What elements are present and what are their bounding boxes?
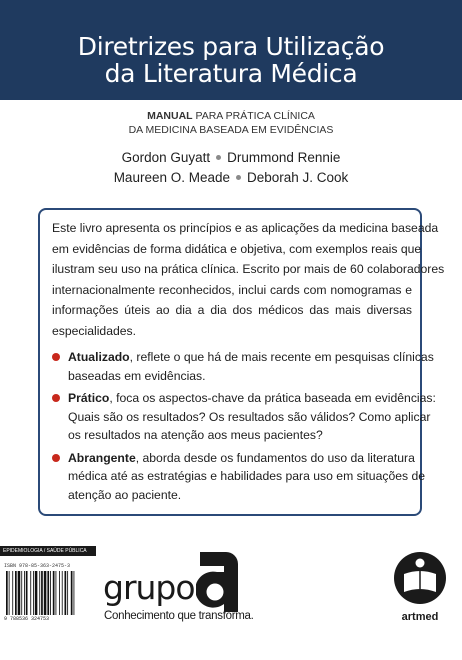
author-name: Gordon Guyatt: [121, 150, 211, 165]
barcode-bar: [33, 571, 34, 615]
barcode-bar: [6, 571, 8, 615]
intro-line: informações úteis ao dia a dia dos médicos das mais diversas: [52, 303, 412, 318]
separator-dot-icon: [216, 155, 221, 160]
bullet-line: [68, 389, 436, 408]
barcode-bar: [47, 571, 49, 615]
bullet-dot-icon: [52, 353, 60, 361]
barcode-bar: [41, 571, 43, 615]
barcode-bar: [30, 571, 31, 615]
author-name: Maureen O. Meade: [113, 170, 230, 185]
barcode-bar: [12, 571, 13, 615]
bullet-line: Quais são os resultados? Os resultados são válidos? Como aplicar: [68, 409, 431, 424]
separator-dot-icon: [236, 175, 241, 180]
bullet-line: [68, 348, 434, 367]
list-item: [52, 348, 434, 385]
bullet-line: atenção ao paciente.: [68, 487, 182, 502]
barcode-bar: [9, 571, 10, 615]
intro-line: Este livro apresenta os princípios e as aplicações da medicina baseada: [52, 221, 439, 235]
title-line-1: Diretrizes para Utilização: [77, 32, 385, 61]
barcode-number: 9 788536 324753: [4, 616, 50, 622]
imprint-name: artmed: [401, 611, 439, 623]
bullet-dot-icon: [52, 454, 60, 462]
bullet-line: baseadas em evidências.: [68, 368, 206, 383]
barcode-bar: [59, 571, 60, 615]
publisher-logo-text: grupo: [103, 568, 195, 607]
intro-line: internacionalmente reconhecidos, inclui cards com nomogramas e: [52, 282, 412, 297]
barcode-bar: [65, 571, 67, 615]
subtitle-line-2: DA MEDICINA BASEADA EM EVIDÊNCIAS: [128, 124, 334, 136]
author-name: Drummond Rennie: [227, 150, 341, 165]
publisher-tagline: Conhecimento que transforma.: [104, 610, 254, 622]
barcode-bar: [35, 571, 38, 615]
authors-row-2: [0, 170, 462, 185]
feature-list: [52, 348, 436, 508]
bullet-text: , foca os aspectos-chave da prática baseada em evidências:: [109, 391, 436, 405]
barcode-bar: [21, 571, 22, 615]
barcode-bar: [62, 571, 63, 615]
intro-line: em evidências de forma didática e objetiva, com exemplos reais que: [52, 241, 422, 256]
intro-line: ilustram seu uso na prática clínica. Escrito por mais de 60 colaboradores: [52, 262, 445, 277]
bullet-dot-icon: [52, 394, 60, 402]
intro-paragraph: [52, 218, 445, 342]
bullet-text: , reflete o que há de mais recente em pesquisas clínicas: [129, 350, 434, 364]
title-line-2: da Literatura Médica: [104, 59, 358, 88]
bullet-line: médica até as estratégias e habilidades para uso em situações de: [68, 469, 426, 483]
isbn-text: ISBN 978-85-363-2475-3: [4, 563, 71, 569]
bullet-line: [68, 449, 414, 468]
description-box: [38, 208, 445, 516]
intro-line: especialidades.: [52, 323, 137, 338]
list-item: [52, 449, 426, 505]
barcode-bar: [74, 571, 75, 615]
barcode-bar: [44, 571, 47, 615]
subtitle-bold: MANUAL: [147, 110, 193, 122]
barcode: [6, 571, 92, 615]
barcode-bar: [56, 571, 57, 615]
authors-row-1: [0, 150, 462, 165]
barcode-bar: [67, 571, 68, 615]
publisher-a-logo-icon: [196, 552, 238, 612]
bullet-term: Abrangente: [68, 450, 136, 465]
barcode-bar: [15, 571, 17, 615]
bullet-text: , aborda desde os fundamentos do uso da literatura: [135, 450, 415, 465]
barcode-bar: [71, 571, 73, 615]
cover-header: [0, 0, 462, 100]
barcode-bar: [50, 571, 51, 615]
subtitle-line-1: [0, 110, 462, 122]
artmed-logo-icon: [392, 548, 448, 618]
barcode-bar: [53, 571, 55, 615]
bullet-line: os resultados na atenção aos meus pacientes?: [68, 428, 323, 442]
subtitle-rest: PARA PRÁTICA CLÍNICA: [192, 110, 315, 122]
list-item: [52, 389, 436, 445]
bullet-term: Atualizado: [68, 350, 130, 364]
barcode-bar: [39, 571, 40, 615]
bullet-term: Prático: [68, 391, 110, 405]
barcode-bar: [18, 571, 21, 615]
author-name: Deborah J. Cook: [247, 170, 349, 185]
barcode-bar: [26, 571, 28, 615]
barcode-bar: [24, 571, 25, 615]
category-strip: EPIDEMIOLOGIA / SAÚDE PÚBLICA: [0, 546, 96, 556]
